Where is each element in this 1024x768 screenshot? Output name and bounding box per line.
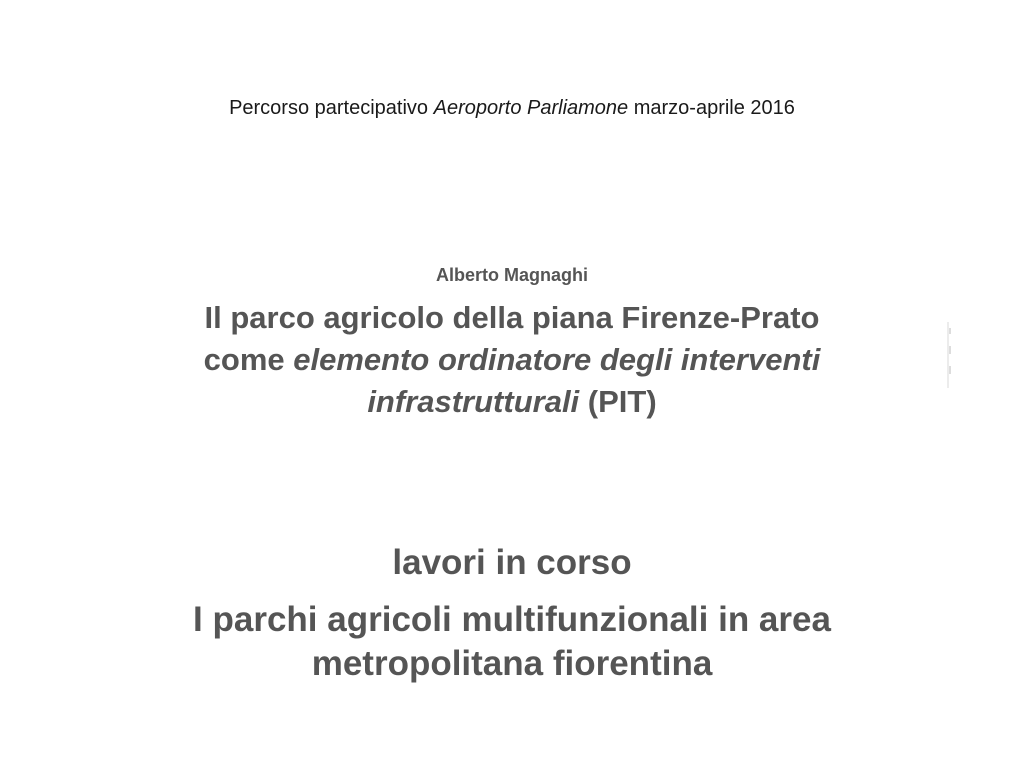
talk-title-line-2-italic: elemento ordinatore degli interventi [293,342,821,377]
talk-title-line-1: Il parco agricolo della piana Firenze-Prato [204,300,820,335]
talk-title-line-2 [0,339,1024,381]
talk-title [0,297,1024,423]
section-title-line-1: I parchi agricoli multifunzionali in area [193,600,831,639]
header-italic-title: Aeroporto Parliamone [433,97,629,119]
talk-title-line-3-suffix: (PIT) [579,384,657,419]
header-prefix: Percorso partecipativo [229,97,434,119]
header-suffix: marzo-aprile 2016 [628,97,795,119]
event-header [0,93,1024,123]
talk-title-line-3-italic: infrastrutturali [367,384,580,419]
author-name: Alberto Magnaghi [436,265,588,285]
subtitle: lavori in corso [392,543,632,582]
talk-title-line-2-prefix: come [203,342,294,377]
thumbnail-edge-mark [947,322,951,388]
section-title-line-2: metropolitana fiorentina [311,644,713,683]
section-title [0,598,1024,686]
talk-title-line-3 [0,381,1024,423]
